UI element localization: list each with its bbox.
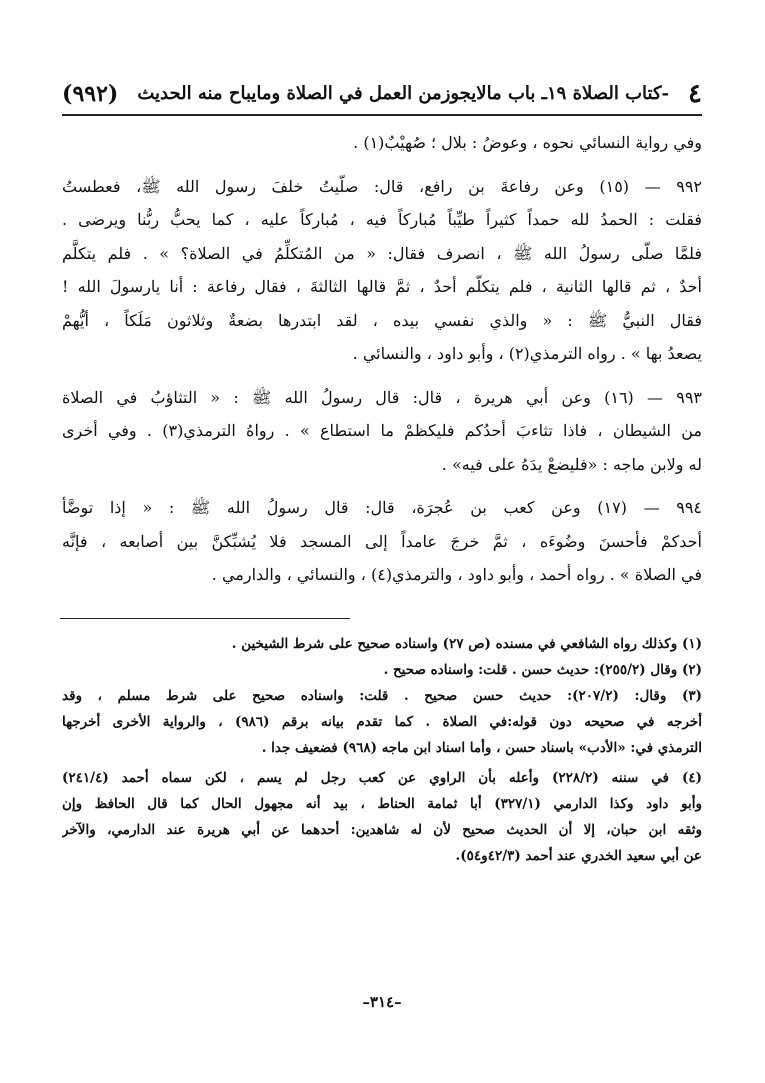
text-line: يصعدُ بها » . رواه الترمذي(٢) ، وأبو داود ، والنسائي . bbox=[352, 344, 702, 363]
hadith-number: (٩٩٢) bbox=[62, 81, 119, 107]
running-header bbox=[62, 78, 702, 116]
footnote-line: (٣) وقال: (٢٠٧/٢): حديث حسن صحيح . قلت: واسناده صحيح على شرط مسلم ، وقد bbox=[62, 687, 702, 704]
footnote-line: أخرجه في صحيحه دون قوله:في الصلاة . كما تقدم بيانه برقم (٩٨٦) ، والرواية الأخرى أخرجها bbox=[62, 713, 702, 730]
text-line: له ولابن ماجه : «فليضعْ يدَهُ على فيه» . bbox=[441, 454, 702, 474]
footnote-line: الترمذي في: «الأدب» باسناد حسن ، وأما اسناد ابن ماجه (٩٦٨) فضعيف جدا . bbox=[261, 739, 702, 756]
footnote-line: (٤) في سننه (٢٢٨/٢) وأعله بأن الراوي عن كعب رجل لم يسم ، لكن سماه أحمد (٢٤١/٤) bbox=[62, 769, 702, 786]
footnote-line: وثقه ابن حبان، إلا أن الحديث صحيح لأن له شاهدين: أحدهما عن أبي هريرة عند الدارمي، والآخر bbox=[62, 821, 702, 838]
text-line: ٩٩٢ — (١٥) وعن رفاعةَ بن رافع، قال: صلّيتُ خلفَ رسول الله ﷺ، فعطستُ bbox=[62, 176, 702, 196]
text-line: فقلت : الحمدُ لله حمداً كثيراً طيِّباً مُباركاً فيه ، مُباركاً عليه ، كما يحبُّ ربُّنا ويرضى . bbox=[62, 210, 702, 229]
footnotes bbox=[62, 631, 702, 869]
footnote-line: (٢) وقال (٢٥٥/٢): حديث حسن . قلت: واسناده صحيح . bbox=[383, 661, 702, 678]
book-page bbox=[62, 78, 702, 1038]
text-line: من الشيطان ، فاذا تثاءبَ أحدُكم فليكظمْ ما استطاع » . رواهُ الترمذي(٣) . وفي أخرى bbox=[62, 421, 702, 440]
text-line: أحدٌ ، ثم قالها الثانية ، فلم يتكلّم أحدٌ ، ثمَّ قالها الثالثةَ ، فقال رفاعة : أنا يارسولَ الله ! bbox=[62, 277, 702, 296]
footnote-line: وأبو داود وكذا الدارمي (٣٢٧/١) أبا ثمامة الحناط ، بيد أنه مجهول الحال كما قال الحافظ وإن bbox=[62, 795, 702, 812]
text-line: فقال النبيُّ ﷺ : « والذي نفسي بيده ، لقد ابتدرها بضعةٌ وثلاثون مَلَكاً ، أيُّهمْ bbox=[62, 310, 702, 330]
footnote-line: (١) وكذلك رواه الشافعي في مسنده (ص ٢٧) واسناده صحيح على شرط الشيخين . bbox=[231, 635, 702, 652]
footnote-divider bbox=[60, 618, 350, 619]
text-line: وفي رواية النسائي نحوه ، وعوضُ : بلال ؛ صُهيْبٌ‏(١) . bbox=[353, 133, 702, 152]
main-text bbox=[62, 126, 702, 592]
text-line: أحدكمْ فأحسنَ وضُوءَه ، ثمَّ خرجَ عامداً إلى المسجد فلا يُشبِّكنَّ بين أصابعه ، فإنَّه bbox=[62, 531, 702, 551]
text-line: فلمَّا صلّى رسولُ الله ﷺ ، انصرف فقال: « من المُتكلِّمُ في الصلاة؟ » . فلم يتكلَّم bbox=[62, 243, 702, 263]
footnote-line: عن أبي سعيد الخدري عند أحمد (٤٢/٣و٥٤). bbox=[455, 847, 702, 864]
text-line: ٩٩٣ — (١٦) وعن أبي هريرة ، قال: قال رسولُ الله ﷺ : « التثاؤبُ في الصلاة bbox=[62, 387, 702, 407]
text-line: ٩٩٤ — (١٧) وعن كعب بن عُجرَة، قال: قال رسولُ الله ﷺ : « إذا توضَّأ bbox=[62, 498, 702, 517]
page-number: –٣١٤– bbox=[362, 993, 402, 1011]
text-line: في الصلاة » . رواه أحمد ، وأبو داود ، والترمذي(٤) ، والنسائي ، والدارمي . bbox=[211, 565, 702, 584]
page-marker: ٤ bbox=[688, 79, 702, 109]
chapter-title: -كتاب الصلاة ١٩ـ باب مالايجوزمن العمل في الصلاة ومايباح منه الحديث bbox=[137, 83, 669, 104]
